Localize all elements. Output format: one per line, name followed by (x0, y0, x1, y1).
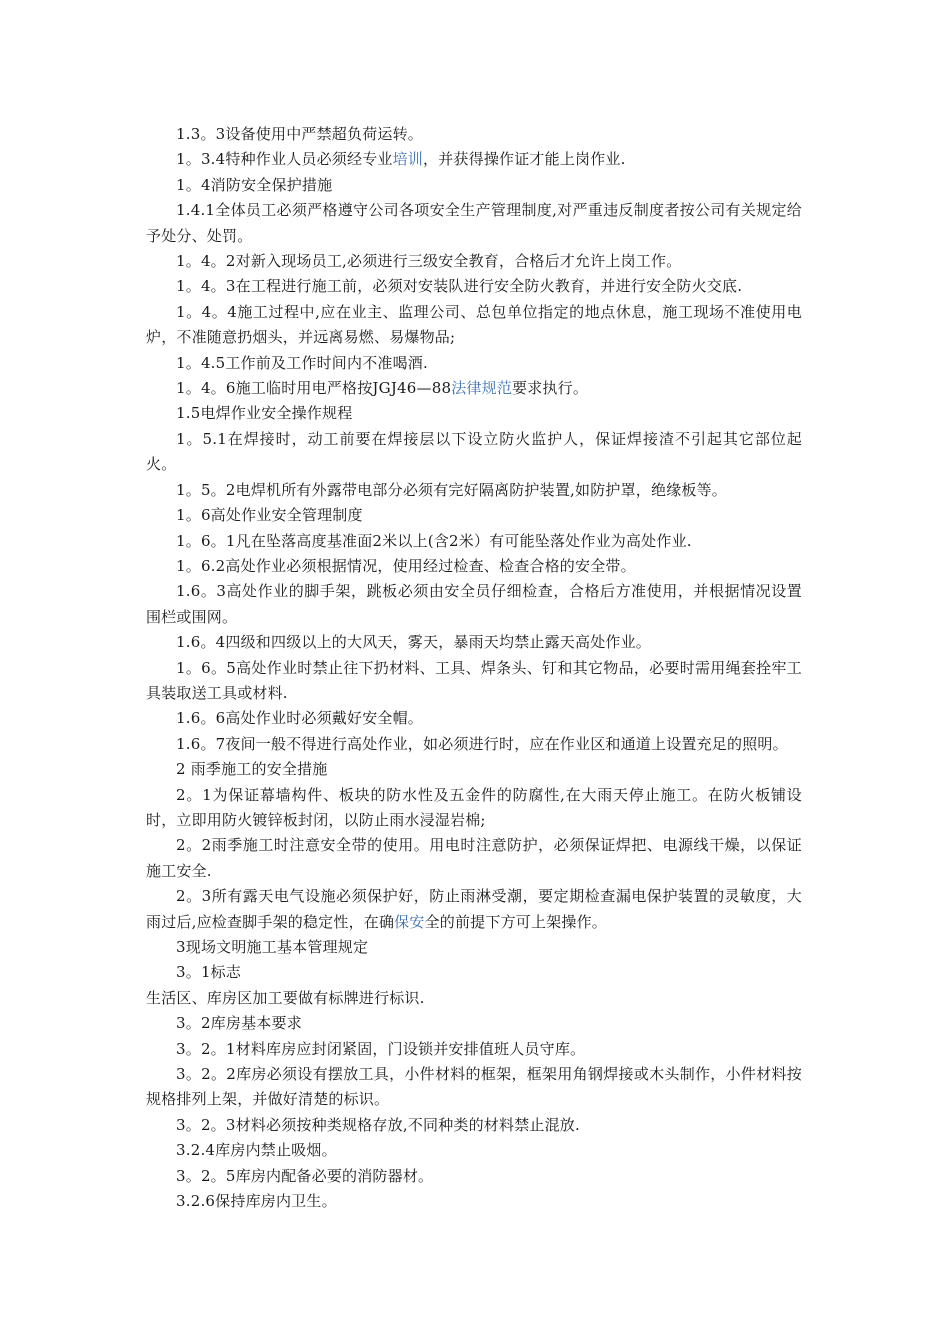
paragraph-text: 1.4.1全体员工必须严格遵守公司各项安全生产管理制度,对严重违反制度者按公司有关规定给予处分、处罚。 (146, 201, 802, 245)
paragraph (146, 198, 802, 249)
paragraph-text: 要求执行。 (512, 379, 589, 398)
paragraph (146, 376, 802, 401)
paragraph-text: 3.2.4库房内禁止吸烟。 (176, 1141, 337, 1160)
paragraph (146, 706, 802, 731)
paragraph (146, 427, 802, 478)
paragraph-text: 3。2。3材料必须按种类规格存放,不同种类的材料禁止混放. (176, 1115, 580, 1134)
paragraph-text: 3.2.6保持库房内卫生。 (176, 1192, 337, 1211)
paragraph-text: 1。4。6施工临时用电严格按JGJ46—88 (176, 379, 452, 398)
paragraph-text: 3。2。2库房必须设有摆放工具，小件材料的框架，框架用角钢焊接或木头制作，小件材料按规格排列上架，并做好清楚的标识。 (146, 1065, 802, 1109)
paragraph (146, 986, 802, 1011)
paragraph-text: 2。3所有露天电气设施必须保护好，防止雨淋受潮，要定期检查漏电保护装置的灵敏度，大雨过后,应检查脚手架的稳定性，在确 (146, 887, 802, 931)
paragraph (146, 1011, 802, 1036)
paragraph-text: 1。4。3在工程进行施工前，必须对安装队进行安全防火教育，并进行安全防火交底. (176, 277, 743, 296)
paragraph-text: 1。6。5高处作业时禁止往下扔材料、工具、焊条头、钉和其它物品，必要时需用绳套拴牢工具装取送工具或材料. (146, 658, 802, 702)
paragraph-text: 1。5。2电焊机所有外露带电部分必须有完好隔离防护装置,如防护罩，绝缘板等。 (176, 480, 728, 499)
paragraph (146, 401, 802, 426)
paragraph-text: 生活区、库房区加工要做有标牌进行标识. (146, 988, 425, 1007)
paragraph (146, 300, 802, 351)
paragraph-text: 1.6。4四级和四级以上的大风天，雾天，暴雨天均禁止露天高处作业。 (176, 633, 652, 652)
paragraph-text: 1。4消防安全保护措施 (176, 175, 333, 194)
paragraph (146, 630, 802, 655)
paragraph (146, 833, 802, 884)
paragraph-text: 3。2。1材料库房应封闭紧固，门设锁并安排值班人员守库。 (176, 1039, 586, 1058)
paragraph-text: 1。6高处作业安全管理制度 (176, 506, 363, 525)
paragraph (146, 147, 802, 172)
paragraph (146, 122, 802, 147)
paragraph-text: 1.6。3高处作业的脚手架，跳板必须由安全员仔细检查，合格后方准使用，并根据情况设置围栏或围网。 (146, 582, 802, 626)
paragraph-text: 1。6.2高处作业必须根据情况，使用经过检查、检查合格的安全带。 (176, 556, 636, 575)
paragraph-text: 1。4。2对新入现场员工,必须进行三级安全教育，合格后才允许上岗工作。 (176, 252, 682, 271)
paragraph (146, 960, 802, 985)
paragraph (146, 173, 802, 198)
paragraph-text: 3现场文明施工基本管理规定 (176, 938, 369, 956)
paragraph-text: ，并获得操作证才能上岗作业. (423, 150, 626, 169)
paragraph (146, 1062, 802, 1113)
paragraph (146, 478, 802, 503)
paragraph (146, 1164, 802, 1189)
paragraph (146, 249, 802, 274)
paragraph (146, 351, 802, 376)
paragraph (146, 579, 802, 630)
inline-link[interactable]: 保安 (394, 912, 425, 931)
paragraph (146, 274, 802, 299)
paragraph (146, 554, 802, 579)
paragraph (146, 656, 802, 707)
paragraph-text: 3。2。5库房内配备必要的消防器材。 (176, 1166, 434, 1185)
paragraph (146, 1138, 802, 1163)
paragraph-text: 2。1为保证幕墙构件、板块的防水性及五金件的防腐性,在大雨天停止施工。在防火板铺设时，立即用防火镀锌板封闭，以防止雨水浸湿岩棉; (146, 785, 802, 829)
paragraph-text: 3。2库房基本要求 (176, 1014, 302, 1033)
inline-link[interactable]: 法律规范 (451, 379, 513, 398)
paragraph-text: 1.3。3设备使用中严禁超负荷运转。 (176, 125, 423, 143)
inline-link[interactable]: 培训 (392, 150, 424, 169)
paragraph-text: 1。4.5工作前及工作时间内不准喝酒. (176, 353, 428, 372)
paragraph-text: 3。1标志 (176, 963, 242, 982)
paragraph-text: 1。4。4施工过程中,应在业主、监理公司、总包单位指定的地点休息，施工现场不准使用电炉，不准随意扔烟头，并远离易燃、易爆物品; (146, 302, 802, 347)
paragraph-text: 2。2雨季施工时注意安全带的使用。用电时注意防护，必须保证焊把、电源线干燥，以保证施工安全. (146, 836, 802, 880)
paragraph-text: 2 雨季施工的安全措施 (176, 760, 328, 779)
paragraph (146, 732, 802, 757)
paragraph (146, 1189, 802, 1214)
paragraph-text: 1。6。1凡在坠落高度基准面2米以上(含2米）有可能坠落处作业为高处作业. (176, 531, 692, 550)
paragraph (146, 783, 802, 834)
paragraph (146, 757, 802, 782)
paragraph-text: 1.6。6高处作业时必须戴好安全帽。 (176, 709, 423, 728)
paragraph-text: 1。3.4特种作业人员必须经专业 (176, 150, 393, 169)
paragraph (146, 1113, 802, 1138)
paragraph (146, 1037, 802, 1062)
document-body (146, 122, 802, 1214)
paragraph-text: 1.6。7夜间一般不得进行高处作业，如必须进行时，应在作业区和通道上设置充足的照明。 (176, 734, 788, 753)
paragraph-text: 全的前提下方可上架操作。 (424, 912, 607, 931)
paragraph (146, 935, 802, 960)
paragraph (146, 503, 802, 528)
paragraph (146, 529, 802, 554)
paragraph-text: 1.5电焊作业安全操作规程 (176, 404, 353, 423)
paragraph-text: 1。5.1在焊接时，动工前要在焊接层以下设立防火监护人，保证焊接渣不引起其它部位起火。 (146, 429, 802, 474)
paragraph (146, 884, 802, 935)
